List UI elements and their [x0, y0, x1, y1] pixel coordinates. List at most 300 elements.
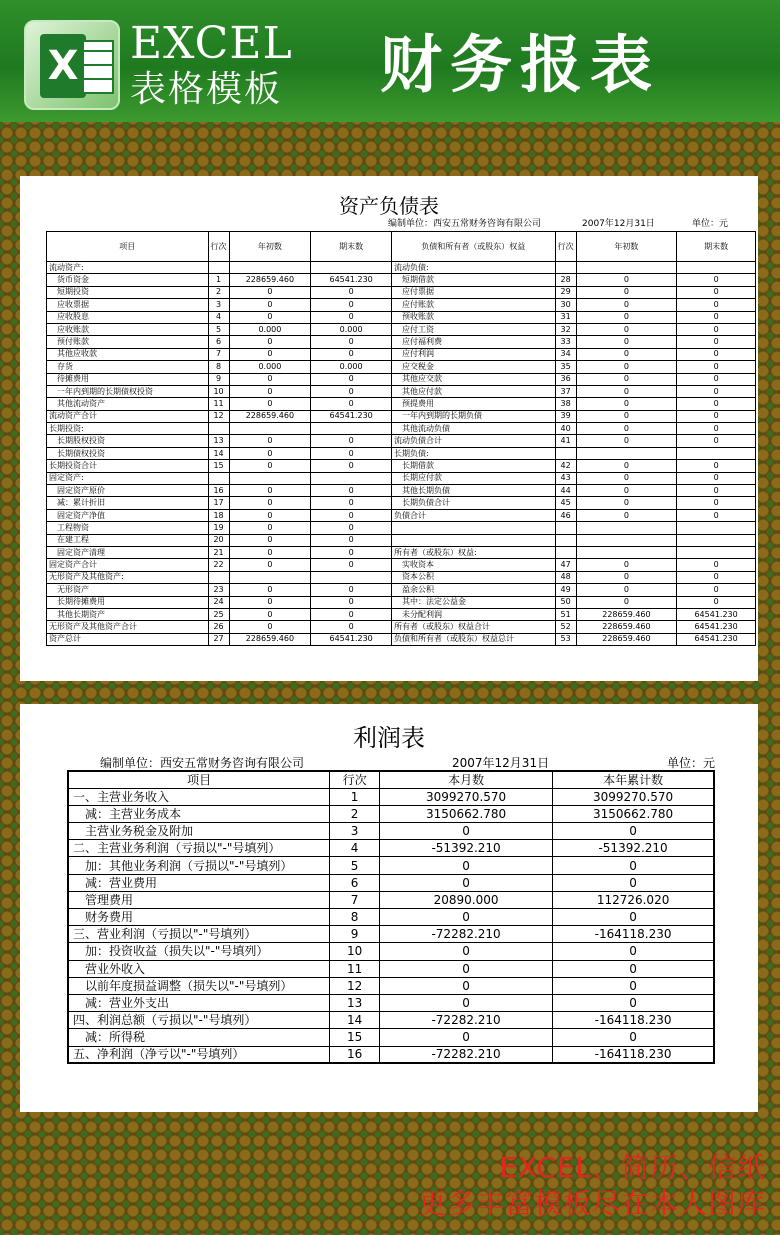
income-statement-row	[68, 805, 714, 822]
income-statement-cell: 0	[553, 857, 714, 874]
balance-sheet-cell: 228659.460	[576, 633, 677, 645]
balance-sheet-cell: 0	[576, 571, 677, 583]
balance-sheet-row	[47, 447, 756, 459]
balance-sheet-row	[47, 410, 756, 422]
income-statement-cell: 减：主营业务成本	[68, 805, 330, 822]
balance-sheet-cell: 7	[208, 348, 229, 360]
balance-sheet-cell: 其他长期资产	[47, 608, 209, 620]
balance-sheet-cell: 0	[576, 485, 677, 497]
balance-sheet-cell: 25	[208, 608, 229, 620]
income-statement-cell: 14	[330, 1012, 380, 1029]
balance-sheet-cell: 0	[229, 534, 311, 546]
income-statement-row	[68, 1012, 714, 1029]
balance-sheet-cell: 0	[229, 608, 311, 620]
balance-sheet-cell: 15	[208, 460, 229, 472]
balance-sheet-cell: 0	[576, 286, 677, 298]
balance-sheet-cell: 流动资产:	[47, 262, 209, 274]
spreadsheet-grid-icon	[82, 40, 114, 94]
balance-sheet-cell: 短期借款	[391, 274, 555, 286]
income-statement-cell: 11	[330, 960, 380, 977]
balance-sheet-header-cell: 负债和所有者（或股东）权益	[391, 232, 555, 262]
balance-sheet-cell: 一年内到期的长期负债	[391, 410, 555, 422]
income-statement-cell: 15	[330, 1029, 380, 1046]
balance-sheet-cell: 0	[677, 311, 756, 323]
balance-sheet-cell: 0	[311, 546, 392, 558]
balance-sheet-cell: 无形资产及其他资产合计	[47, 621, 209, 633]
balance-sheet-cell: 0	[677, 584, 756, 596]
income-statement-header-cell: 行次	[330, 771, 380, 788]
balance-sheet-cell: 0	[576, 373, 677, 385]
balance-sheet-cell	[576, 522, 677, 534]
balance-sheet-cell: 0	[229, 497, 311, 509]
balance-sheet-cell: 47	[555, 559, 576, 571]
income-statement-cell: 四、利润总额（亏损以"-"号填列）	[68, 1012, 330, 1029]
balance-sheet-cell	[677, 447, 756, 459]
balance-sheet-header-cell: 年初数	[576, 232, 677, 262]
balance-sheet-row	[47, 274, 756, 286]
balance-sheet-cell: 0.000	[311, 361, 392, 373]
income-statement-cell: -51392.210	[380, 840, 553, 857]
balance-sheet-row	[47, 621, 756, 633]
balance-sheet-row	[47, 571, 756, 583]
balance-sheet-cell: 0	[311, 299, 392, 311]
balance-sheet-cell: 0	[311, 509, 392, 521]
balance-sheet-cell: 其他应交款	[391, 373, 555, 385]
balance-sheet-cell: 其他应收款	[47, 348, 209, 360]
balance-sheet-cell: 0	[576, 299, 677, 311]
income-statement-cell: 0	[553, 977, 714, 994]
balance-sheet-cell: 0	[576, 274, 677, 286]
balance-sheet-row	[47, 398, 756, 410]
balance-sheet-cell: 长期债权投资	[47, 447, 209, 459]
balance-sheet-cell: 44	[555, 485, 576, 497]
balance-sheet-cell: 工程物资	[47, 522, 209, 534]
balance-sheet-cell: 一年内到期的长期债权投资	[47, 385, 209, 397]
balance-sheet-cell: 应付利润	[391, 348, 555, 360]
income-statement-cell: 3099270.570	[553, 788, 714, 805]
income-statement-row	[68, 1046, 714, 1063]
balance-sheet-cell: 应付账款	[391, 299, 555, 311]
balance-sheet-cell: 固定资产净值	[47, 509, 209, 521]
balance-sheet-cell: 应付票据	[391, 286, 555, 298]
balance-sheet-cell: 0	[311, 596, 392, 608]
balance-sheet-cell: 35	[555, 361, 576, 373]
income-statement-row	[68, 960, 714, 977]
balance-sheet-cell: 19	[208, 522, 229, 534]
balance-sheet-cell	[229, 262, 311, 274]
balance-sheet-row	[47, 522, 756, 534]
balance-sheet-cell: 货币资金	[47, 274, 209, 286]
balance-sheet-row	[47, 534, 756, 546]
balance-sheet-cell: 所有者（或股东）权益合计	[391, 621, 555, 633]
banner	[0, 0, 780, 122]
income-statement-cell: 三、营业利润（亏损以"-"号填列）	[68, 926, 330, 943]
income-statement-cell: 0	[553, 909, 714, 926]
income-statement-header-cell: 项目	[68, 771, 330, 788]
income-statement-cell: -164118.230	[553, 926, 714, 943]
income-statement-cell: 0	[380, 874, 553, 891]
balance-sheet-cell	[555, 546, 576, 558]
income-statement-cell: 加：投资收益（损失以"-"号填列）	[68, 943, 330, 960]
balance-sheet-cell: 应交税金	[391, 361, 555, 373]
income-statement-date: 2007年12月31日	[452, 756, 550, 770]
balance-sheet-cell: 应付工资	[391, 323, 555, 335]
balance-sheet-row	[47, 509, 756, 521]
balance-sheet-cell: 负债合计	[391, 509, 555, 521]
balance-sheet-cell	[576, 447, 677, 459]
balance-sheet-cell: 36	[555, 373, 576, 385]
balance-sheet-title: 资产负债表	[339, 194, 439, 218]
balance-sheet-cell: 4	[208, 311, 229, 323]
balance-sheet-cell: 46	[555, 509, 576, 521]
income-statement-row	[68, 891, 714, 908]
balance-sheet-cell: 其他流动资产	[47, 398, 209, 410]
balance-sheet-cell: 50	[555, 596, 576, 608]
balance-sheet-cell: 26	[208, 621, 229, 633]
balance-sheet-cell: 0	[576, 410, 677, 422]
balance-sheet-cell	[555, 447, 576, 459]
balance-sheet-cell: 0	[677, 497, 756, 509]
balance-sheet-cell: 0	[677, 299, 756, 311]
balance-sheet-cell: 40	[555, 423, 576, 435]
balance-sheet-cell: 64541.230	[311, 410, 392, 422]
balance-sheet-cell: 0	[311, 385, 392, 397]
balance-sheet-header-cell: 行次	[555, 232, 576, 262]
balance-sheet-cell: 0	[229, 385, 311, 397]
balance-sheet-cell: 无形资产及其他资产:	[47, 571, 209, 583]
balance-sheet-cell	[208, 571, 229, 583]
balance-sheet-cell: 0	[576, 423, 677, 435]
income-statement-cell: 0	[380, 977, 553, 994]
balance-sheet-row	[47, 423, 756, 435]
balance-sheet-cell: 0	[311, 534, 392, 546]
balance-sheet-cell: 0	[677, 485, 756, 497]
income-statement-company: 编制单位：西安五常财务咨询有限公司	[100, 756, 305, 770]
balance-sheet-cell: 64541.230	[677, 621, 756, 633]
balance-sheet-cell: 0	[576, 385, 677, 397]
income-statement-cell: 财务费用	[68, 909, 330, 926]
balance-sheet-cell: 0	[576, 460, 677, 472]
income-statement-row	[68, 977, 714, 994]
balance-sheet-cell: 0	[677, 559, 756, 571]
balance-sheet-row	[47, 348, 756, 360]
income-statement-cell: 3099270.570	[380, 788, 553, 805]
balance-sheet-cell	[576, 534, 677, 546]
balance-sheet-row	[47, 311, 756, 323]
balance-sheet-table	[46, 231, 756, 646]
balance-sheet-cell: 0	[677, 361, 756, 373]
banner-excel-text: EXCEL	[130, 18, 293, 69]
income-statement-cell: -72282.210	[380, 926, 553, 943]
income-statement-row	[68, 840, 714, 857]
balance-sheet-row	[47, 373, 756, 385]
balance-sheet-cell: 0	[229, 336, 311, 348]
balance-sheet-cell: 64541.230	[677, 633, 756, 645]
balance-sheet-cell: 53	[555, 633, 576, 645]
balance-sheet-cell: 9	[208, 373, 229, 385]
income-statement-cell: -164118.230	[553, 1046, 714, 1063]
balance-sheet-cell: 10	[208, 385, 229, 397]
balance-sheet-row	[47, 608, 756, 620]
balance-sheet-row	[47, 435, 756, 447]
income-statement-cell: 0	[553, 1029, 714, 1046]
income-statement-row	[68, 823, 714, 840]
balance-sheet-cell: 0	[576, 596, 677, 608]
balance-sheet-cell: 0	[576, 472, 677, 484]
balance-sheet-cell: 16	[208, 485, 229, 497]
balance-sheet-cell: 0	[576, 509, 677, 521]
balance-sheet-cell: 0	[576, 584, 677, 596]
balance-sheet-row	[47, 460, 756, 472]
balance-sheet-cell: 预提费用	[391, 398, 555, 410]
income-statement-cell: 1	[330, 788, 380, 805]
income-statement-cell: 12	[330, 977, 380, 994]
banner-subtitle: 表格模板	[130, 69, 283, 110]
income-statement-cell: 20890.000	[380, 891, 553, 908]
balance-sheet-cell: 长期投资合计	[47, 460, 209, 472]
balance-sheet-cell: 固定资产清理	[47, 546, 209, 558]
balance-sheet-cell: 0	[311, 559, 392, 571]
balance-sheet-cell: 27	[208, 633, 229, 645]
balance-sheet-cell: 长期负债合计	[391, 497, 555, 509]
balance-sheet-cell	[677, 546, 756, 558]
balance-sheet-cell: 0	[677, 385, 756, 397]
income-statement-header-cell: 本年累计数	[553, 771, 714, 788]
balance-sheet-cell: 0	[229, 559, 311, 571]
balance-sheet-cell: 其中：法定公益金	[391, 596, 555, 608]
balance-sheet-cell: 在建工程	[47, 534, 209, 546]
income-statement-cell: 8	[330, 909, 380, 926]
income-statement-cell: 0	[553, 960, 714, 977]
balance-sheet-cell: 资产总计	[47, 633, 209, 645]
income-statement-row	[68, 788, 714, 805]
balance-sheet-cell	[391, 522, 555, 534]
income-statement-row	[68, 943, 714, 960]
income-statement-title: 利润表	[353, 724, 425, 752]
balance-sheet-cell: 0	[229, 286, 311, 298]
balance-sheet-row	[47, 336, 756, 348]
balance-sheet-cell: 负债和所有者（或股东）权益总计	[391, 633, 555, 645]
balance-sheet-cell: 0	[311, 398, 392, 410]
balance-sheet-cell: 长期借款	[391, 460, 555, 472]
balance-sheet-cell	[311, 262, 392, 274]
balance-sheet-cell: 0	[677, 348, 756, 360]
income-statement-cell: 0	[553, 943, 714, 960]
balance-sheet-row	[47, 299, 756, 311]
balance-sheet-cell: 3	[208, 299, 229, 311]
income-statement-cell: 二、主营业务利润（亏损以"-"号填列）	[68, 840, 330, 857]
income-statement-cell: 减：所得税	[68, 1029, 330, 1046]
balance-sheet-cell: 228659.460	[229, 274, 311, 286]
balance-sheet-cell: 23	[208, 584, 229, 596]
income-statement-cell: 3150662.780	[553, 805, 714, 822]
balance-sheet-cell: 0	[677, 336, 756, 348]
balance-sheet-cell	[229, 571, 311, 583]
income-statement-cell: -164118.230	[553, 1012, 714, 1029]
income-statement-cell: 以前年度损益调整（损失以"-"号填列）	[68, 977, 330, 994]
balance-sheet-cell: 0.000	[229, 323, 311, 335]
balance-sheet-cell: 64541.230	[311, 633, 392, 645]
balance-sheet-cell: 0	[311, 311, 392, 323]
balance-sheet-cell: 无形资产	[47, 584, 209, 596]
balance-sheet-cell: 0	[576, 348, 677, 360]
income-statement-cell: 0	[380, 960, 553, 977]
income-statement-cell: 2	[330, 805, 380, 822]
income-statement-table	[67, 770, 715, 1064]
balance-sheet-cell: 固定资产合计	[47, 559, 209, 571]
balance-sheet-cell: 0	[576, 435, 677, 447]
balance-sheet-row	[47, 497, 756, 509]
balance-sheet-cell: 0	[677, 323, 756, 335]
income-statement-cell: 加：其他业务利润（亏损以"-"号填列）	[68, 857, 330, 874]
balance-sheet-cell: 应收股息	[47, 311, 209, 323]
income-statement-cell: 0	[380, 857, 553, 874]
balance-sheet-cell: 0	[229, 621, 311, 633]
balance-sheet-cell: 0	[311, 460, 392, 472]
balance-sheet-cell: 盈余公积	[391, 584, 555, 596]
balance-sheet-row	[47, 596, 756, 608]
balance-sheet-cell: 0.000	[311, 323, 392, 335]
balance-sheet-cell: 38	[555, 398, 576, 410]
income-statement-cell: 减：营业外支出	[68, 994, 330, 1011]
balance-sheet-company: 编制单位：西安五常财务咨询有限公司	[388, 219, 542, 229]
income-statement-cell: 0	[553, 874, 714, 891]
balance-sheet-cell: 其他长期负债	[391, 485, 555, 497]
balance-sheet-row	[47, 584, 756, 596]
balance-sheet-cell: 0	[311, 348, 392, 360]
balance-sheet-cell: 长期待摊费用	[47, 596, 209, 608]
balance-sheet-cell: 13	[208, 435, 229, 447]
balance-sheet-cell: 0	[576, 323, 677, 335]
balance-sheet-row	[47, 546, 756, 558]
income-statement-row	[68, 994, 714, 1011]
balance-sheet-cell: 33	[555, 336, 576, 348]
income-statement-row	[68, 909, 714, 926]
income-statement-cell: -51392.210	[553, 840, 714, 857]
income-statement-cell: 10	[330, 943, 380, 960]
income-statement-cell: 五、净利润（净亏以"-"号填列）	[68, 1046, 330, 1063]
income-statement-cell: 0	[380, 909, 553, 926]
balance-sheet-cell	[311, 423, 392, 435]
balance-sheet-cell: 0	[229, 373, 311, 385]
income-statement-cell: 6	[330, 874, 380, 891]
balance-sheet-cell	[576, 546, 677, 558]
balance-sheet-cell: 6	[208, 336, 229, 348]
balance-sheet-cell: 24	[208, 596, 229, 608]
income-statement-cell: 减：营业费用	[68, 874, 330, 891]
balance-sheet-row	[47, 485, 756, 497]
balance-sheet-cell: 未分配利润	[391, 608, 555, 620]
balance-sheet-cell: 待摊费用	[47, 373, 209, 385]
balance-sheet-header-cell: 项目	[47, 232, 209, 262]
balance-sheet-cell: 0	[229, 460, 311, 472]
balance-sheet-cell: 0	[229, 509, 311, 521]
income-statement-cell: 0	[380, 1029, 553, 1046]
balance-sheet-cell: 64541.230	[311, 274, 392, 286]
balance-sheet-cell: 34	[555, 348, 576, 360]
balance-sheet-cell: 0	[229, 348, 311, 360]
balance-sheet-cell	[576, 262, 677, 274]
balance-sheet-cell: 0	[229, 398, 311, 410]
income-statement-header-row	[68, 771, 714, 788]
balance-sheet-cell: 32	[555, 323, 576, 335]
balance-sheet-cell: 0	[311, 447, 392, 459]
balance-sheet-cell: 1	[208, 274, 229, 286]
balance-sheet-cell	[229, 423, 311, 435]
balance-sheet-cell	[677, 522, 756, 534]
income-statement-cell: 营业外收入	[68, 960, 330, 977]
balance-sheet-cell: 实收资本	[391, 559, 555, 571]
balance-sheet-cell: 0	[229, 299, 311, 311]
balance-sheet-cell: 0.000	[229, 361, 311, 373]
balance-sheet-cell: 11	[208, 398, 229, 410]
balance-sheet-cell: 39	[555, 410, 576, 422]
balance-sheet-cell	[677, 262, 756, 274]
income-statement-cell: 5	[330, 857, 380, 874]
balance-sheet-cell: 减：累计折旧	[47, 497, 209, 509]
income-statement-cell: 0	[553, 823, 714, 840]
income-statement-cell: 4	[330, 840, 380, 857]
banner-title: 财务报表	[380, 28, 661, 101]
balance-sheet-cell	[677, 534, 756, 546]
balance-sheet-cell: 22	[208, 559, 229, 571]
income-statement-cell: 3150662.780	[380, 805, 553, 822]
income-statement-cell: 一、主营业务收入	[68, 788, 330, 805]
balance-sheet-cell: 0	[229, 584, 311, 596]
balance-sheet-cell: 流动负债:	[391, 262, 555, 274]
balance-sheet-cell: 21	[208, 546, 229, 558]
balance-sheet-cell: 14	[208, 447, 229, 459]
balance-sheet-row	[47, 385, 756, 397]
footer-line-1: EXCEL、简历、信纸	[499, 1151, 766, 1184]
balance-sheet-cell: 18	[208, 509, 229, 521]
balance-sheet-cell: 0	[677, 460, 756, 472]
balance-sheet-cell: 预收账款	[391, 311, 555, 323]
balance-sheet-cell: 所有者（或股东）权益:	[391, 546, 555, 558]
balance-sheet-cell: 29	[555, 286, 576, 298]
balance-sheet-cell: 0	[677, 472, 756, 484]
balance-sheet-cell: 0	[677, 423, 756, 435]
balance-sheet-cell: 5	[208, 323, 229, 335]
balance-sheet-cell	[311, 571, 392, 583]
income-statement-cell: 112726.020	[553, 891, 714, 908]
balance-sheet-cell: 长期股权投资	[47, 435, 209, 447]
balance-sheet-cell: 0	[576, 497, 677, 509]
balance-sheet-cell: 0	[229, 522, 311, 534]
balance-sheet-panel	[20, 176, 758, 681]
balance-sheet-cell: 45	[555, 497, 576, 509]
balance-sheet-cell: 0	[576, 361, 677, 373]
balance-sheet-header-cell: 行次	[208, 232, 229, 262]
balance-sheet-cell: 应收票据	[47, 299, 209, 311]
balance-sheet-cell: 固定资产:	[47, 472, 209, 484]
balance-sheet-cell: 49	[555, 584, 576, 596]
balance-sheet-cell: 短期投资	[47, 286, 209, 298]
balance-sheet-cell	[208, 472, 229, 484]
income-statement-cell: -72282.210	[380, 1012, 553, 1029]
balance-sheet-cell: 其他应付款	[391, 385, 555, 397]
balance-sheet-cell: 0	[576, 398, 677, 410]
balance-sheet-cell: 长期应付款	[391, 472, 555, 484]
balance-sheet-cell: 0	[311, 522, 392, 534]
balance-sheet-cell: 28	[555, 274, 576, 286]
balance-sheet-cell	[555, 522, 576, 534]
income-statement-cell: 13	[330, 994, 380, 1011]
balance-sheet-cell	[229, 472, 311, 484]
balance-sheet-cell: 48	[555, 571, 576, 583]
balance-sheet-cell	[555, 534, 576, 546]
balance-sheet-cell: 20	[208, 534, 229, 546]
